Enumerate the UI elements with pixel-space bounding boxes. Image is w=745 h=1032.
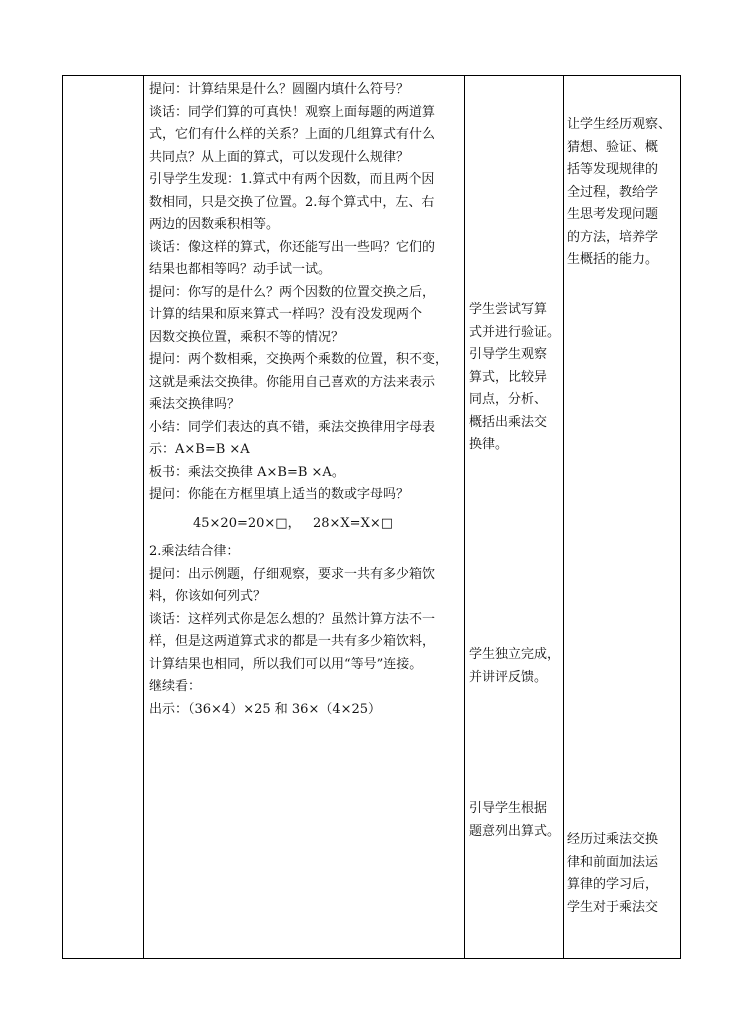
intent-block (567, 829, 658, 919)
text-line: 乘法交换律吗？ (149, 397, 241, 412)
text-line: 学生尝试写算 (469, 302, 548, 317)
text-line: 引导学生观察 (469, 347, 548, 362)
text-line: 生概括的能力。 (567, 252, 659, 267)
text-line: 数相同，只是交换了位置。2.每个算式中，左、右 (149, 194, 435, 210)
text-line: 提问：计算结果是什么？圆圈内填什么符号？ (149, 82, 410, 97)
text-line: 出示：（36×4）×25 和 36×（4×25） (149, 701, 382, 717)
teaching-process-column (149, 79, 464, 721)
text-line: 谈话：同学们算的可真快！观察上面每题的两道算 (149, 104, 436, 120)
text-line: 共同点？从上面的算式，可以发现什么规律？ (149, 149, 410, 165)
text-line: 结果也都相等吗？动手试一试。 (149, 262, 332, 277)
text-line: 因数交换位置，乘积不等的情况？ (149, 329, 345, 345)
column-divider (464, 76, 465, 958)
text-line: 换律。 (469, 437, 509, 452)
text-line: 生思考发现问题 (567, 207, 659, 222)
text-line: 2.乘法结合律： (149, 544, 240, 559)
text-line: 同点，分析、 (469, 392, 548, 407)
text-line: 全过程，教给学 (567, 184, 659, 200)
column-divider (143, 76, 144, 958)
text-line: 计算的结果和原来算式一样吗？没有没发现两个 (149, 307, 423, 322)
text-line: 学生独立完成， (469, 647, 561, 662)
text-line: 引导学生根据 (469, 801, 548, 816)
text-line: 括等发现规律的 (567, 162, 659, 177)
text-line: 让学生经历观察、 (567, 117, 672, 132)
text-line: 示：A×B=B ×A (149, 442, 250, 457)
intent-block (567, 114, 671, 272)
text-line: 两边的因数乘积相等。 (149, 217, 280, 232)
text-line: 猜想、验证、概 (567, 139, 659, 155)
text-line: 式，它们有什么样的关系？上面的几组算式有什么 (149, 127, 436, 142)
text-line: 这就是乘法交换律。你能用自己喜欢的方法来表示 (149, 374, 436, 390)
text-line: 提问：你写的是什么？两个因数的位置交换之后， (149, 284, 436, 300)
text-line: 算律的学习后， (567, 877, 659, 892)
text-line: 45×20=20×□， 28×X=X×□ (193, 515, 393, 531)
text-line: 提问：两个数相乘，交换两个乘数的位置，积不变， (149, 352, 449, 367)
text-line: 板书：乘法交换律 A×B=B ×A。 (149, 464, 345, 480)
text-line: 并讲评反馈。 (469, 669, 548, 685)
text-line: 料，你该如何列式？ (149, 589, 267, 604)
text-line: 算式，比较异 (469, 369, 548, 385)
text-line: 继续看： (149, 679, 202, 694)
text-line: 样，但是这两道算式求的都是一共有多少箱饮料， (149, 634, 436, 649)
text-line: 学生对于乘法交 (567, 899, 659, 915)
student-block (469, 299, 560, 457)
text-line: 提问：你能在方框里填上适当的数或字母吗？ (149, 487, 410, 502)
student-block (469, 644, 560, 689)
text-line: 小结：同学们表达的真不错，乘法交换律用字母表 (149, 419, 436, 435)
text-line: 式并进行验证。 (469, 324, 561, 340)
lesson-table (62, 75, 681, 959)
text-line: 概括出乘法交 (469, 414, 548, 430)
text-line: 的方法，培养学 (567, 229, 659, 245)
text-line: 题意列出算式。 (469, 823, 561, 839)
text-line: 引导学生发现：1.算式中有两个因数，而且两个因 (149, 172, 435, 187)
text-line: 谈话：像这样的算式，你还能写出一些吗？它们的 (149, 239, 436, 255)
text-line: 提问：出示例题，仔细观察，要求一共有多少箱饮 (149, 566, 436, 582)
student-block (469, 798, 560, 843)
text-line: 经历过乘法交换 (567, 832, 659, 847)
text-line: 计算结果也相同，所以我们可以用“等号”连接。 (149, 656, 423, 672)
text-line: 谈话：这样列式你是怎么想的？虽然计算方法不一 (149, 611, 436, 627)
text-line: 律和前面加法运 (567, 854, 659, 870)
column-divider (563, 76, 564, 958)
